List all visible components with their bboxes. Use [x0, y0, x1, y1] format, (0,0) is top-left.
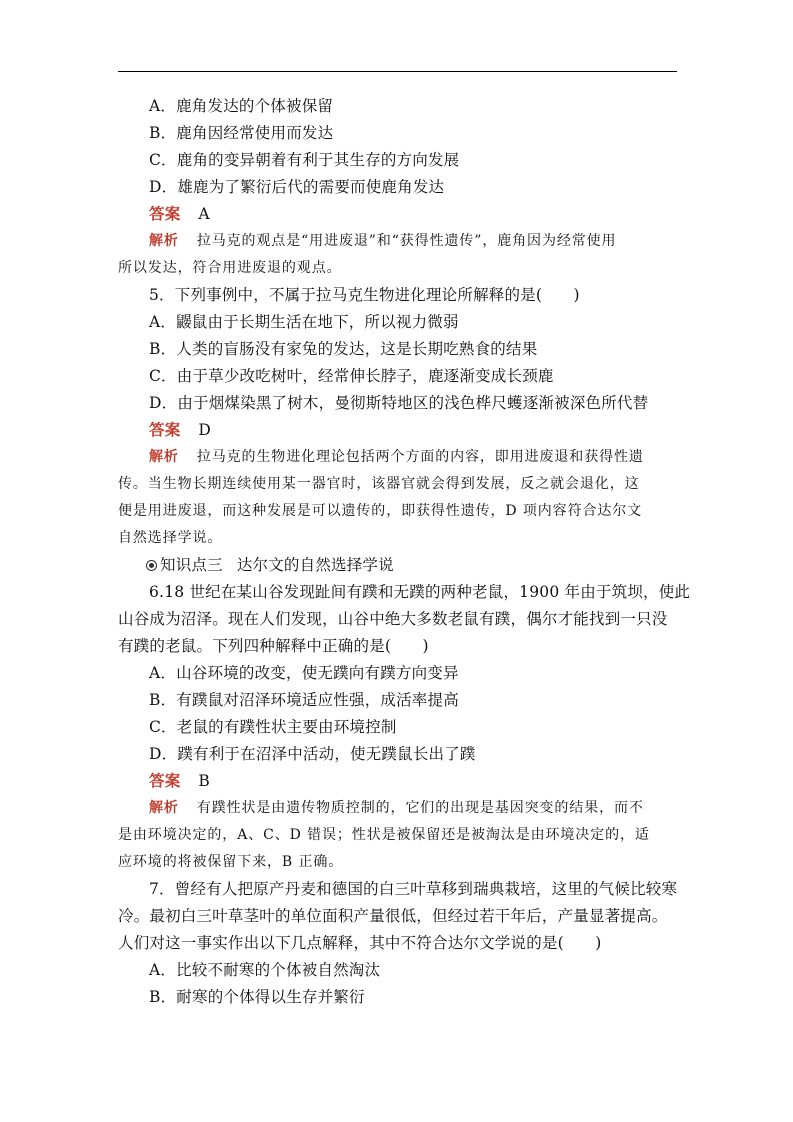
q6-stem-cont: 山谷成为沼泽。现在人们发现，山谷中绝大多数老鼠有蹼，偶尔才能找到一只没: [118, 610, 668, 628]
answer-value: A: [198, 205, 210, 223]
knowledge-point-label: 知识点三: [160, 556, 223, 574]
q5-answer: [149, 420, 211, 440]
answer-label: 答案: [149, 420, 181, 439]
q6-option-d: D．蹼有利于在沼泽中活动，使无蹼鼠长出了蹼: [149, 745, 476, 763]
q6-explanation-cont: 是由环境决定的，A、C、D 错误；性状是被保留还是被淘汰是由环境决定的，适: [118, 827, 650, 843]
explanation-text: 拉马克的观点是“用进废退”和“获得性遗传”，鹿角因为经常使用: [196, 233, 617, 249]
q5-explanation-cont: 自然选择学说。: [118, 530, 223, 546]
q7-option-a: A．比较不耐寒的个体被自然淘汰: [149, 961, 381, 979]
q4-explanation-cont: 所以发达，符合用进废退的观点。: [118, 260, 342, 276]
q6-answer: [149, 771, 210, 791]
q4-explanation: [149, 231, 616, 251]
q6-explanation-cont: 应环境的将被保留下来，B 正确。: [118, 854, 344, 870]
q4-option-c: C．鹿角的变异朝着有利于其生存的方向发展: [149, 151, 460, 169]
explanation-text: 拉马克的生物进化理论包括两个方面的内容，即用进废退和获得性遗: [196, 449, 644, 465]
answer-label: 答案: [149, 771, 181, 790]
q7-stem-cont: 人们对这一事实作出以下几点解释，其中不符合达尔文学说的是( ): [118, 934, 602, 952]
q5-explanation-cont: 传。当生物长期连续使用某一器官时，该器官就会得到发展，反之就会退化，这: [118, 476, 640, 492]
q4-option-d: D．雄鹿为了繁衍后代的需要而使鹿角发达: [149, 178, 445, 196]
q4-answer: [149, 204, 210, 224]
q4-option-b: B．鹿角因经常使用而发达: [149, 124, 334, 142]
q7-option-b: B．耐寒的个体得以生存并繁衍: [149, 988, 365, 1006]
explanation-label: 解析: [149, 449, 179, 465]
q5-explanation-cont: 便是用进废退，而这种发展是可以遗传的，即获得性遗传，D 项内容符合达尔文: [118, 503, 643, 519]
q6-stem: 6.18 世纪在某山谷发现趾间有蹼和无蹼的两种老鼠，1900 年由于筑坝，使此: [149, 583, 691, 601]
q5-stem: 5．下列事例中，不属于拉马克生物进化理论所解释的是( ): [149, 286, 580, 304]
q5-option-d: D．由于烟煤染黑了树木，曼彻斯特地区的浅色桦尺蠖逐渐被深色所代替: [149, 394, 649, 412]
answer-value: D: [198, 421, 212, 439]
q4-option-a: A．鹿角发达的个体被保留: [149, 97, 334, 115]
explanation-text: 有蹼性状是由遗传物质控制的，它们的出现是基因突变的结果，而不: [196, 800, 644, 816]
header-rule: [118, 71, 677, 72]
answer-label: 答案: [149, 204, 181, 223]
q6-option-b: B．有蹼鼠对沼泽环境适应性强，成活率提高: [149, 691, 459, 709]
q7-stem: 7．曾经有人把原产丹麦和德国的白三叶草移到瑞典栽培，这里的气候比较寒: [149, 880, 678, 898]
q6-option-c: C．老鼠的有蹼性状主要由环境控制: [149, 718, 397, 736]
explanation-label: 解析: [149, 800, 179, 816]
answer-value: B: [198, 772, 210, 790]
q5-explanation: [149, 447, 644, 467]
knowledge-point-heading: [146, 555, 394, 575]
target-bullet-icon: [146, 560, 157, 571]
q5-option-a: A．鼹鼠由于长期生活在地下，所以视力微弱: [149, 313, 459, 331]
q5-option-c: C．由于草少改吃树叶，经常伸长脖子，鹿逐渐变成长颈鹿: [149, 367, 554, 385]
explanation-label: 解析: [149, 233, 179, 249]
q7-stem-cont: 冷。最初白三叶草茎叶的单位面积产量很低，但经过若干年后，产量显著提高。: [118, 907, 668, 925]
q5-option-b: B．人类的盲肠没有家兔的发达，这是长期吃熟食的结果: [149, 340, 538, 358]
q6-explanation: [149, 798, 644, 818]
q6-stem-cont: 有蹼的老鼠。下列四种解释中正确的是( ): [118, 637, 429, 655]
knowledge-point-title: 达尔文的自然选择学说: [236, 556, 394, 574]
q6-option-a: A．山谷环境的改变，使无蹼向有蹼方向变异: [149, 664, 459, 682]
